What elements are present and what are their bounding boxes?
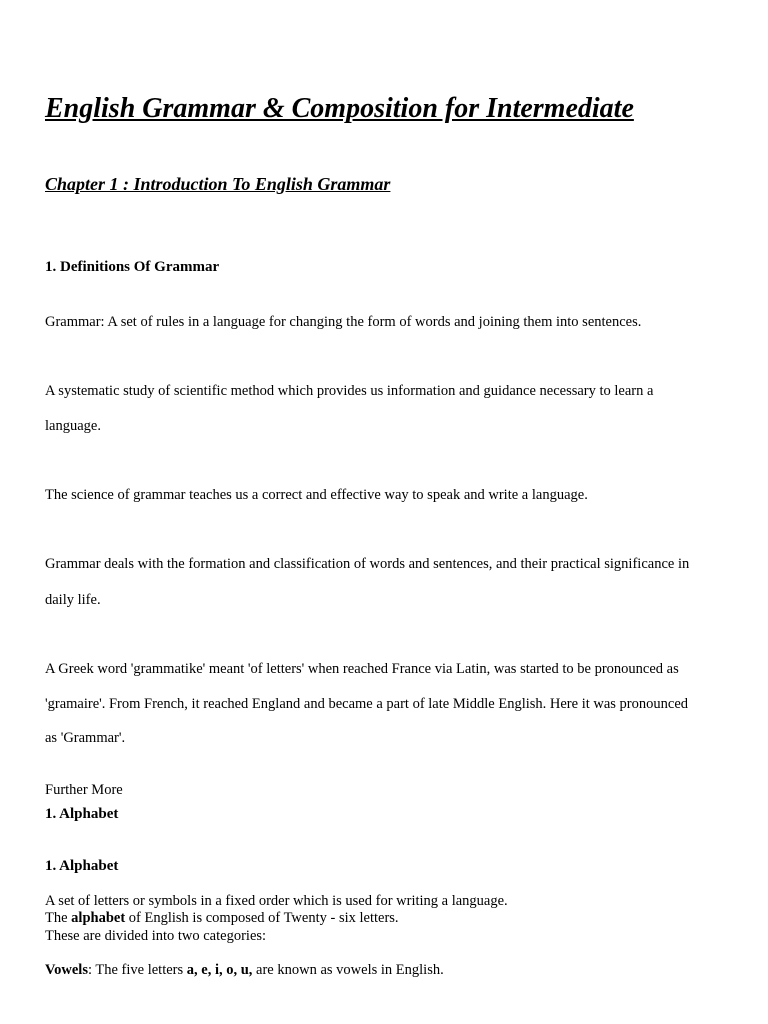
paragraph-greek-line1: A Greek word 'grammatike' meant 'of letters' when reached France via Latin, was started to be pronounced as	[45, 661, 679, 677]
document-title: English Grammar & Composition for Intermediate	[45, 93, 634, 124]
vowels-pre: : The five letters	[87, 962, 187, 978]
section-heading: 1. Definitions Of Grammar	[45, 259, 220, 275]
alphabet-heading-first: 1. Alphabet	[45, 806, 119, 822]
alphabet-bold-term: alphabet	[71, 910, 126, 926]
further-more-text: Further More	[45, 782, 123, 798]
paragraph-greek-line3: as 'Grammar'.	[45, 730, 126, 746]
paragraph-systematic-line2: language.	[45, 418, 101, 434]
alphabet-categories-line: These are divided into two categories:	[45, 928, 267, 944]
chapter-heading: Chapter 1 : Introduction To English Grammar	[45, 174, 391, 194]
vowels-post: are known as vowels in English.	[252, 962, 444, 978]
paragraph-science: The science of grammar teaches us a correct and effective way to speak and write a language.	[45, 487, 588, 503]
alphabet-definition: A set of letters or symbols in a fixed order which is used for writing a language.	[45, 893, 508, 909]
paragraph-definition: Grammar: A set of rules in a language for changing the form of words and joining them into sentences.	[45, 314, 642, 330]
paragraph-systematic-line1: A systematic study of scientific method which provides us information and guidance necessary to learn a	[45, 383, 654, 399]
alphabet-heading-second: 1. Alphabet	[45, 858, 119, 874]
vowels-line	[45, 961, 444, 979]
alphabet-count-line	[45, 909, 399, 927]
paragraph-deals-line2: daily life.	[45, 592, 101, 608]
alphabet-count-pre: The	[45, 910, 72, 926]
vowels-letters: a, e, i, o, u,	[186, 962, 253, 978]
paragraph-deals-line1: Grammar deals with the formation and classification of words and sentences, and their practical significance in	[45, 556, 690, 572]
paragraph-greek-line2: 'gramaire'. From French, it reached England and became a part of late Middle English. Here it was pronounced	[45, 696, 688, 712]
vowels-label: Vowels	[45, 962, 88, 978]
alphabet-count-post: of English is composed of Twenty - six letters.	[125, 910, 399, 926]
